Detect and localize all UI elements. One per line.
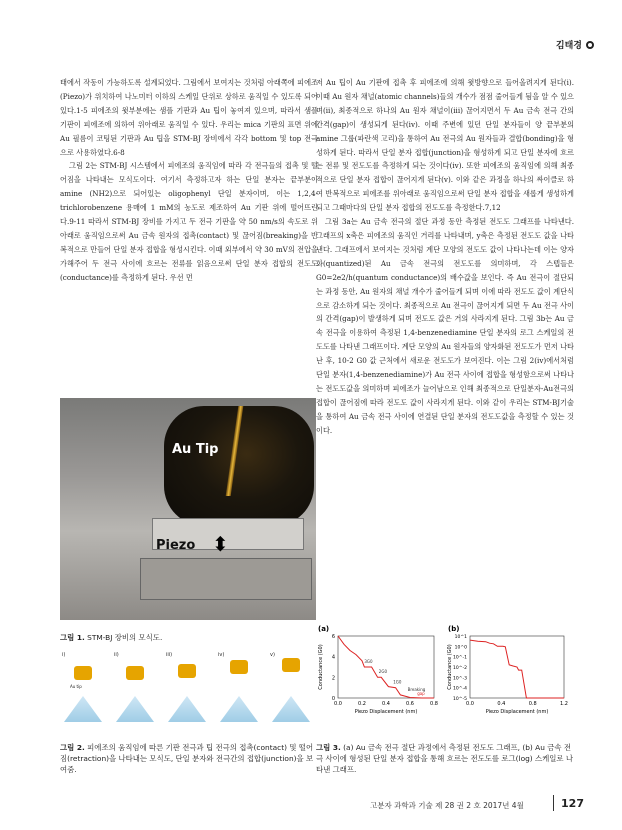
- paragraph: 그림 3a는 Au 금속 전극의 절단 과정 동안 측정된 전도도 그래프를 나타낸다. 그래프의 x축은 피에조의 움직인 거리를 나타내며, y축은 측정된 전도도 값을 나타낸다. 그래프에서 보여지는 것처럼 계단 모양의 전도도 값이 나타나는데 이는 양자화(quantized)된 Au 금속 전극의 전도도를 의미하며, 각 스텝들은 G0=2e2/h(quantum conductance)의 배수값을 보인다. 즉 Au 전극이 절단되는 과정 동안, Au 원자의 채널 개수가 줄어들게 되며 이에 따라 전도도 값이 계단식으로 감소하게 되는 것이다. 최종적으로 Au 전극이 끊어지게 되면 두 Au 전극 사이의 간격(gap)이 발생하게 되며 전도도 값은 거의 사라지게 된다. 그림 3b는 Au 금속 전극을 이용하여 측정된 1,4-benzenediamine 단일 분자의 로그 스케일의 전도도를 나타낸 그래프이다. 계단 모양의 Au 원자들의 양자화된 전도도가 먼저 나타난 후, 10-2 G0 값 근처에서 새로운 전도도가 보여진다. 이는 그림 2(iv)에서처럼 단일 분자(1,4-benzenediamine)가 Au 전극 사이에 접합을 형성함으로써 나타나는 전도도값을 의미하며 피에조가 늘어남으로 인해 최종적으로 단일분자-Au전극의 접합이 끊어짐에 따라 전도도 값이 사라지게 된다. 이와 같이 우리는 STM-BJ기술을 통하여 Au 금속 전극 사이에 연결된 단일 분자의 전도도값을 측정할 수 있는 것이다.: [316, 217, 574, 435]
- figure3-charts: [316, 622, 574, 734]
- x-axis-label: Piezo Displacement (nm): [354, 709, 418, 715]
- annotation-label: 1G0: [393, 679, 402, 685]
- panel-label: iii): [166, 652, 173, 658]
- x-tick-label: 0.4: [382, 701, 390, 707]
- left-column: [60, 76, 318, 285]
- au-tip-sublabel: Au tip: [70, 684, 82, 689]
- au-tip-shape: [230, 660, 248, 674]
- figure1-photo: [60, 398, 316, 620]
- x-tick-label: 1.2: [560, 701, 568, 707]
- y-axis-label: Conductance (G0): [447, 644, 453, 690]
- fig2-panel: [164, 652, 210, 726]
- y-tick-label: 10^-3: [453, 676, 467, 682]
- paragraph: 저 Au 팁이 Au 기판에 접촉 후 피에조에 의해 윗방향으로 들어올려지게 된다(i). 이때 Au 원자 채널(atomic channels)들의 개수가 점점 줄어들게 됨을 알 수 있으며(ii), 최종적으로 하나의 Au 원자 채널이(iii) 끊어지면서 두 Au 금속 전극 간의 간격(gap)이 생성되게 된다(iv). 이때 주변에 있던 단일 분자들이 양 끝부분의 amine 그룹(파란색 고리)을 통하여 Au 전극의 Au 원자들과 결합(bonding)을 형성하게 된다. 따라서 단일 분자 접합(junction)을 형성하게 되고 단일 분자에 흐르는 전류 및 전도도를 측정하게 되는 것이다(iv). 또한 피에조의 움직임에 의해 최종적으로 단일 분자 접합이 끊어지게 된다(v). 이와 같은 과정을 하나의 싸이클로 하여 반복적으로 피에조를 위아래로 움직임으로써 단일 분자 접합을 새롭게 생성하게 되고 그때마다의 단일 분자 접합의 전도도를 측정한다.7,12: [316, 78, 574, 213]
- caption-text: (a) Au 금속 전극 절단 과정에서 측정된 전도도 그래프, (b) Au 금속 전극 사이에 형성된 단일 분자 접합을 통해 흐르는 전도도를 로그(log) 스케일로 나타낸 그래프.: [316, 743, 574, 774]
- au-tip-shape: [74, 666, 92, 680]
- author-name: 김태경: [555, 41, 582, 51]
- paragraph: 태에서 작동이 가능하도록 설계되었다. 그림에서 보여지는 것처럼 아래쪽에 피에조(Piezo)가 위치하여 나노미터 이하의 스케일 단위로 상하로 움직일 수 있도록 되어있다.1-5 피에조의 윗부분에는 샘플 기판과 Au 팁이 놓여져 있으며, 따라서 샘플 기판이 피에조에 의하여 위아래로 움직일 수 있다. 우리는 mica 기판의 표면 위에 Au 필름이 코팅된 기판과 Au 팁을 STM-BJ 장비에서 각각 bottom 및 top 전극으로 사용하였다.6-8: [60, 78, 318, 157]
- x-tick-label: 0.6: [406, 701, 414, 707]
- caption-label: 그림 2.: [60, 743, 85, 752]
- piezo-label: Piezo: [156, 538, 196, 553]
- panel-label: i): [62, 652, 66, 658]
- x-tick-label: 0.0: [334, 701, 342, 707]
- caption-label: 그림 1.: [60, 633, 85, 642]
- circle-icon: [586, 41, 594, 49]
- data-line: [470, 640, 564, 698]
- annotation-label: 3G0: [364, 658, 373, 664]
- annotation-label: Breaking: [407, 686, 426, 692]
- y-tick-label: 0: [331, 696, 335, 702]
- figure2-diagram: [60, 650, 316, 732]
- au-tip-shape: [178, 664, 196, 678]
- au-tip-label: Au Tip: [172, 442, 219, 457]
- x-tick-label: 0.2: [358, 701, 366, 707]
- chart-b: [446, 622, 574, 734]
- au-tip-needle: [226, 406, 244, 496]
- chart-a: [316, 622, 444, 734]
- author-header: [556, 38, 594, 51]
- piezo-block: [140, 558, 312, 600]
- au-substrate-shape: [168, 696, 206, 722]
- figure2-caption: [60, 742, 316, 775]
- footer-divider: [553, 795, 554, 811]
- au-substrate-shape: [220, 696, 258, 722]
- paragraph: 그림 2는 STM-BJ 시스템에서 피에조의 움직임에 따라 각 전극들의 접촉 및 떨어짐을 나타내는 모식도이다. 여기서 측정하고자 하는 단일 분자는 끝부분이 amine (NH2)으로 되어있는 oligophenyl 단일 분자이며, 이는 1,2,4-trichlorobenzene 용매에 1 mM의 농도로 제조하여 Au 기판 위에 떨어뜨린다.9-11 따라서 STM-BJ 장비를 가지고 두 전극 기판을 약 50 nm/s의 속도로 위아래로 움직임으로써 Au 금속 원자의 접촉(contact) 및 끊어짐(breaking)을 반복적으로 만들어 단일 분자 접합을 형성시킨다. 이때 외부에서 약 30 mV의 전압을 가해주어 두 전극 사이에 흐르는 전류를 읽음으로써 단일 분자 접합의 전도도(conductance)를 측정하게 된다. 우선 먼: [60, 161, 318, 282]
- caption-text: 피에조의 움직임에 따른 기판 전극과 팁 전극의 접촉(contact) 및 떨어짐(retraction)을 나타내는 모식도, 단일 분자와 전극간의 접합(junction)을 보여줌.: [60, 743, 314, 774]
- figure3-caption: [316, 742, 574, 775]
- right-column: [316, 76, 574, 438]
- fig2-panel: [268, 652, 314, 726]
- caption-label: 그림 3.: [316, 743, 341, 752]
- y-tick-label: 10^1: [454, 635, 467, 640]
- panel-label: ii): [114, 652, 119, 658]
- figure1-caption: [60, 632, 316, 643]
- y-tick-label: 10^-4: [453, 686, 467, 692]
- y-tick-label: 10^-1: [453, 655, 467, 661]
- y-axis-label: Conductance (G0): [318, 644, 324, 690]
- au-substrate-shape: [64, 696, 102, 722]
- up-down-arrow-icon: ⬍: [212, 532, 229, 556]
- chart-title: (b): [448, 625, 460, 633]
- x-tick-label: 0.8: [430, 701, 438, 707]
- caption-text: STM-BJ 장비의 모식도.: [87, 633, 163, 642]
- y-tick-label: 2: [331, 675, 335, 682]
- panel-label: v): [270, 652, 275, 658]
- au-substrate-shape: [116, 696, 154, 722]
- x-tick-label: 0.8: [528, 701, 537, 707]
- x-axis-label: Piezo Displacement (nm): [485, 709, 549, 715]
- annotation-label: 2G0: [378, 669, 388, 675]
- chart-title: (a): [318, 625, 330, 633]
- au-tip-shape: [126, 666, 144, 680]
- footer-journal: 고분자 과학과 기술 제 28 권 2 호 2017년 4월: [370, 801, 524, 810]
- y-tick-label: 4: [331, 654, 335, 661]
- x-tick-label: 0.0: [466, 701, 474, 707]
- annotation-label: gap: [417, 690, 425, 696]
- y-tick-label: 6: [331, 634, 335, 640]
- y-tick-label: 10^-5: [453, 697, 467, 702]
- fig2-panel: [216, 652, 262, 726]
- x-tick-label: 0.4: [497, 701, 506, 707]
- y-tick-label: 10^-2: [453, 666, 467, 671]
- y-tick-label: 10^0: [454, 645, 467, 651]
- fig2-panel: [60, 652, 106, 726]
- au-substrate-shape: [272, 696, 310, 722]
- page-number: 127: [561, 797, 584, 810]
- au-tip-inset: [164, 406, 314, 526]
- fig2-panel: [112, 652, 158, 726]
- panel-label: iv): [218, 652, 225, 658]
- au-tip-shape: [282, 658, 300, 672]
